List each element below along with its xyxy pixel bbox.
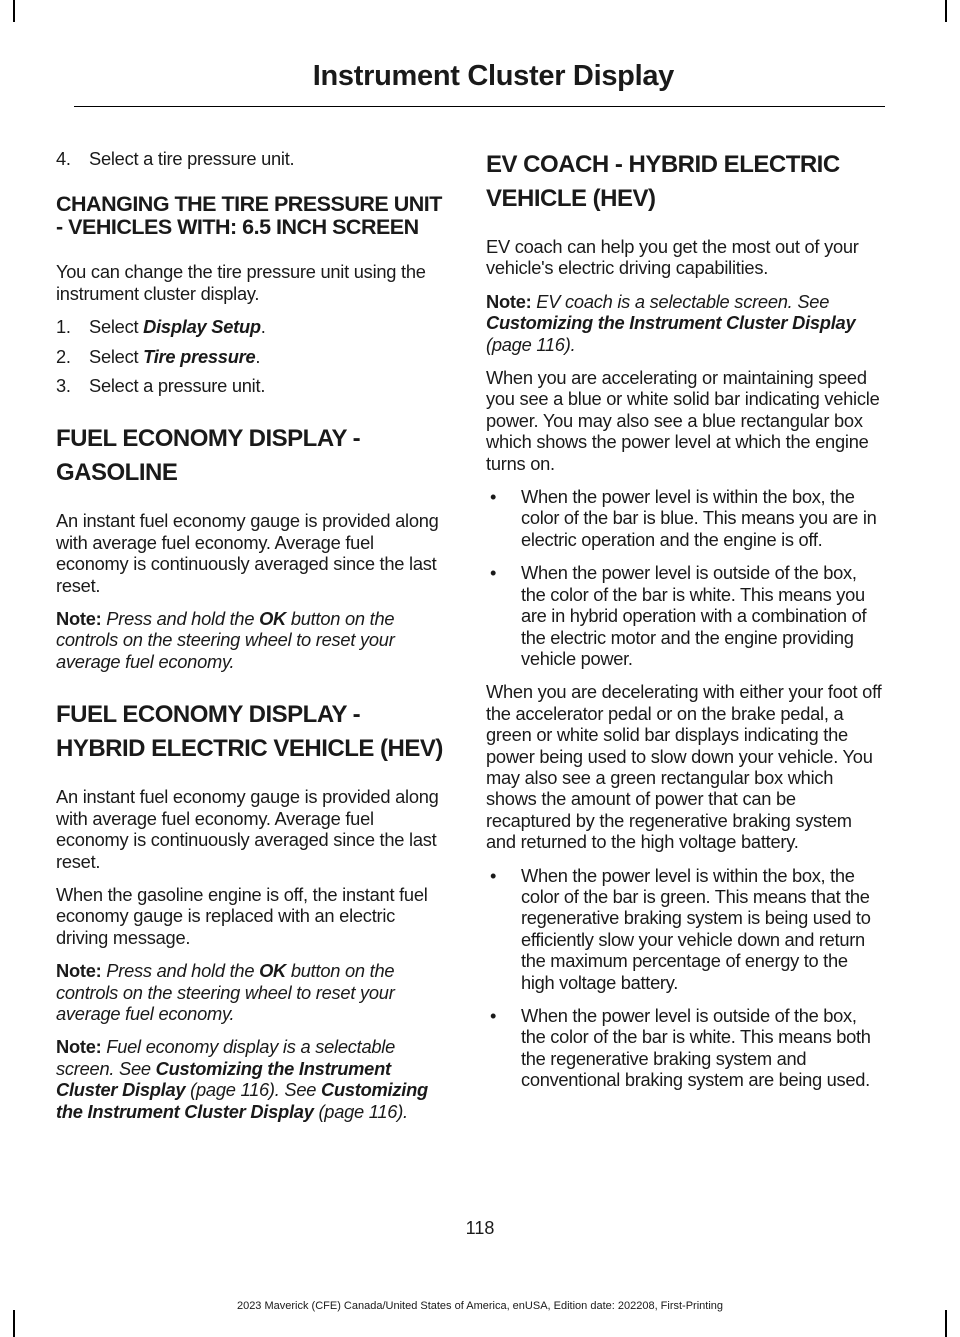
bullet-glyph: • (490, 1005, 497, 1026)
section-heading: CHANGING THE TIRE PRESSURE UNIT - VEHICLES WITH: 6.5 INCH SCREEN (56, 192, 442, 240)
crop-mark (945, 0, 947, 22)
crop-mark (945, 1310, 947, 1337)
list-text: Select a tire pressure unit. (89, 148, 295, 169)
page-header-title: Instrument Cluster Display (312, 60, 674, 92)
note: Note: EV coach is a selectable screen. See Customizing the Instrument Cluster Display (page 116). (486, 290, 856, 355)
bullet-item: • When the power level is outside of the box, the color of the bar is white. This means both the regenerative braking system and conventional braking system are being used. (490, 1005, 871, 1091)
footer-edition-info: 2023 Maverick (CFE) Canada/United States of America, enUSA, Edition date: 202208, First-Printing (236, 1300, 724, 1312)
list-text: Select a pressure unit. (89, 375, 266, 397)
menu-reference: Tire pressure (143, 345, 256, 367)
list-number: 2. (56, 345, 71, 367)
paragraph: EV coach can help you get the most out of your vehicle's electric driving capabilities. (486, 236, 859, 279)
paragraph: When you are decelerating with either your foot off the accelerator pedal or on the brake pedal, a green or white solid bar displays indicating the power being used to slow down your vehicle. You may also see a green rectangular box which shows the amount of power that can be recaptured by the regenerative braking system and returned to the high voltage battery. (486, 681, 882, 853)
right-column (486, 148, 882, 1103)
paragraph: When the gasoline engine is off, the instant fuel economy gauge is replaced with an electric driving message. (56, 883, 428, 948)
bullet-glyph: • (490, 486, 497, 508)
cross-reference-link[interactable]: Customizing the Instrument Cluster Display (56, 1079, 428, 1122)
paragraph: An instant fuel economy gauge is provided along with average fuel economy. Average fuel economy is continuously averaged since the last reset. (56, 786, 439, 872)
section-heading: FUEL ECONOMY DISPLAY - GASOLINE (56, 425, 361, 487)
list-item: 2. Select Tire pressure. (56, 345, 261, 367)
cross-reference-link[interactable]: Customizing the Instrument Cluster Display (486, 312, 856, 334)
header-divider (74, 106, 885, 107)
paragraph: You can change the tire pressure unit using the instrument cluster display. (56, 261, 426, 304)
bullet-item: • When the power level is within the box, the color of the bar is green. This means that the regenerative braking system is being used to efficiently slow your vehicle down and return the maximum percentage of energy to the high voltage battery. (490, 864, 871, 993)
note: Note: Press and hold the OK button on the controls on the steering wheel to reset your average fuel economy. (56, 608, 395, 672)
menu-reference: Display Setup (143, 316, 261, 338)
left-column (56, 148, 448, 1134)
bullet-item: • When the power level is within the box, the color of the bar is blue. This means you are in electric operation and the engine is off. (490, 486, 877, 550)
list-item (56, 375, 448, 396)
bullet-glyph: • (490, 562, 497, 584)
list-item (56, 148, 448, 169)
bullet-glyph: • (490, 864, 497, 886)
cross-reference-link[interactable]: Customizing the Instrument Cluster Display (56, 1057, 391, 1101)
note: Note: Press and hold the OK button on the controls on the steering wheel to reset your average fuel economy. (56, 960, 395, 1024)
list-number: 4. (56, 148, 71, 169)
bullet-item: • When the power level is outside of the box, the color of the bar is white. This means you are in hybrid operation with a combination of the electric motor and the engine providing vehicle power. (490, 562, 867, 669)
list-item: 1. Select Display Setup. (56, 316, 266, 338)
list-number: 3. (56, 375, 71, 397)
crop-mark (13, 0, 15, 22)
note: Note: Fuel economy display is a selectable screen. See Customizing the Instrument Cluster Display (page 116). See Customizing the Instrument Cluster Display (page 116). (56, 1036, 428, 1122)
list-number: 1. (56, 316, 71, 338)
crop-mark (13, 1310, 15, 1337)
paragraph: An instant fuel economy gauge is provided along with average fuel economy. Average fuel economy is continuously averaged since the last reset. (56, 510, 439, 596)
paragraph: When you are accelerating or maintaining speed you see a blue or white solid bar indicating vehicle power. You may also see a blue rectangular box which shows the power level at which the engine turns on. (486, 367, 880, 474)
section-heading: EV COACH - HYBRID ELECTRIC VEHICLE (HEV) (486, 151, 840, 212)
page-number: 118 (465, 1218, 495, 1238)
section-heading: FUEL ECONOMY DISPLAY - HYBRID ELECTRIC VEHICLE (HEV) (56, 701, 443, 763)
